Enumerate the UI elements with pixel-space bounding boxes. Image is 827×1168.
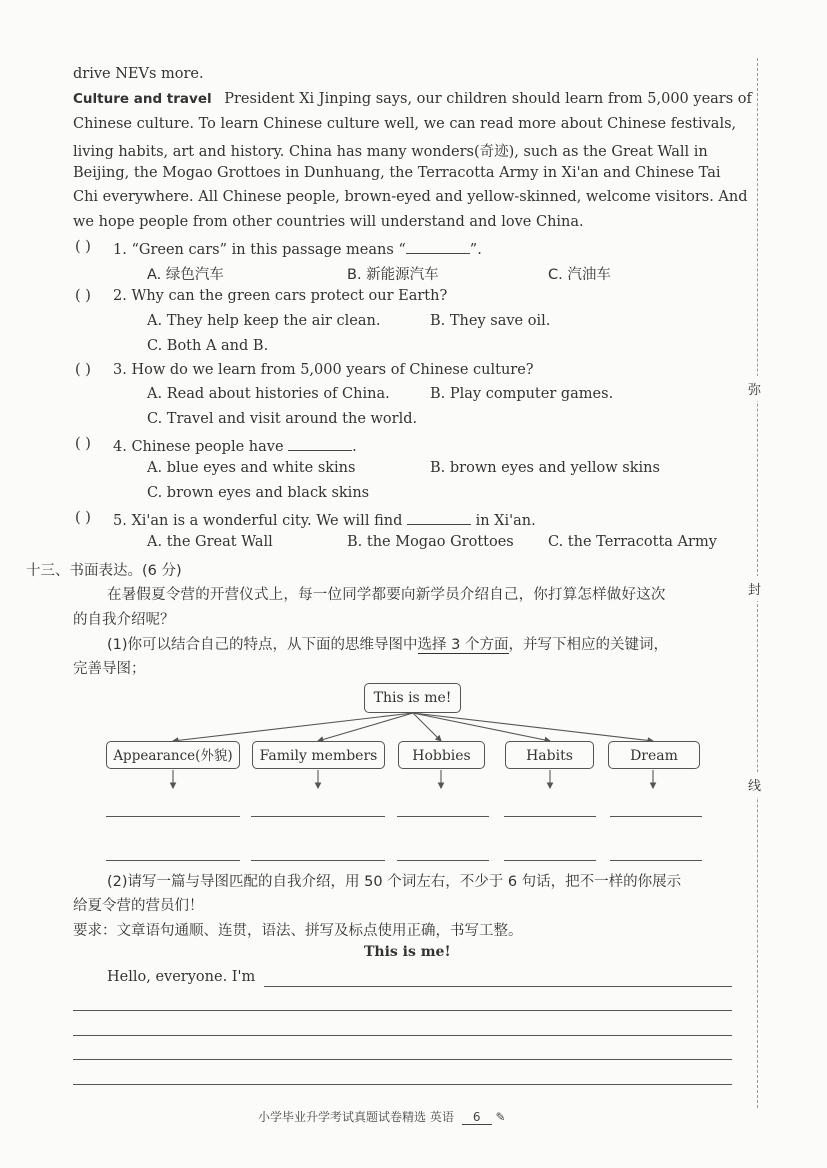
essay-title: This is me! bbox=[364, 944, 451, 960]
keyword-line[interactable] bbox=[504, 860, 596, 861]
question-text: . bbox=[352, 439, 357, 455]
keyword-line[interactable] bbox=[397, 816, 489, 817]
option-b: B. 新能源汽车 bbox=[347, 267, 439, 283]
mindmap-branch-appearance bbox=[106, 741, 240, 769]
option-a: A. Read about histories of China. bbox=[147, 386, 390, 402]
passage-line: Beijing, the Mogao Grottoes in Dunhuang, the Terracotta Army in Xi'an and Chinese Tai bbox=[73, 165, 721, 181]
pencil-icon: ✎ bbox=[495, 1110, 506, 1124]
page-number: 6 bbox=[462, 1110, 492, 1125]
section-intro: 在暑假夏令营的开营仪式上，每一位同学都要向新学员介绍自己，你打算怎样做好这次 bbox=[107, 587, 666, 603]
question-3: 3. How do we learn from 5,000 years of Chinese culture? bbox=[113, 362, 534, 378]
mindmap-branch-dream: Dream bbox=[608, 741, 700, 769]
instruction-text: ，并写下相应的关键词， bbox=[508, 637, 668, 653]
question-text: 1. “Green cars” in this passage means “ bbox=[113, 242, 406, 258]
keyword-line[interactable] bbox=[504, 816, 596, 817]
writing-line[interactable] bbox=[73, 1084, 732, 1085]
instruction-text: (1)你可以结合自己的特点，从下面的思维导图中 bbox=[107, 637, 418, 653]
question-text: 5. Xi'an is a wonderful city. We will find bbox=[113, 513, 407, 529]
mindmap-root: This is me! bbox=[364, 683, 461, 713]
footer-book-title: 小学毕业升学考试真题试卷精选 英语 bbox=[258, 1110, 454, 1124]
question-text: 4. Chinese people have bbox=[113, 439, 289, 455]
binding-mark: 弥 bbox=[748, 376, 761, 401]
answer-paren[interactable]: ( ) bbox=[75, 239, 91, 255]
writing-line[interactable] bbox=[73, 1010, 732, 1011]
answer-paren[interactable]: ( ) bbox=[75, 436, 91, 452]
option-c: C. the Terracotta Army bbox=[548, 534, 717, 550]
answer-paren[interactable]: ( ) bbox=[75, 288, 91, 304]
section-intro: 的自我介绍呢？ bbox=[73, 612, 175, 628]
keyword-line[interactable] bbox=[106, 860, 240, 861]
part2-instruction: (2)请写一篇与导图匹配的自我介绍，用 50 个词左右，不少于 6 句话，把不一样的你展示 bbox=[107, 874, 682, 890]
passage-line: Chinese culture. To learn Chinese culture well, we can read more about Chinese festivals, bbox=[73, 116, 737, 132]
writing-line[interactable] bbox=[264, 986, 732, 987]
part1-instruction: 完善导图； bbox=[73, 661, 146, 677]
keyword-line[interactable] bbox=[106, 816, 240, 817]
option-b: B. Play computer games. bbox=[430, 386, 614, 402]
passage-line: we hope people from other countries will understand and love China. bbox=[73, 214, 584, 230]
option-a: A. the Great Wall bbox=[147, 534, 273, 550]
writing-line[interactable] bbox=[73, 1059, 732, 1060]
instruction-emphasis: 选择 3 个方面 bbox=[417, 637, 509, 653]
keyword-line[interactable] bbox=[610, 816, 702, 817]
option-c: C. Travel and visit around the world. bbox=[147, 411, 418, 427]
mindmap-branch-hobbies: Hobbies bbox=[398, 741, 485, 769]
branch-label: Appearance(外貌) bbox=[113, 748, 233, 764]
mindmap-branch-habits: Habits bbox=[505, 741, 594, 769]
option-b: B. They save oil. bbox=[430, 313, 551, 329]
option-a: A. 绿色汽车 bbox=[147, 267, 224, 283]
passage-line: drive NEVs more. bbox=[73, 66, 204, 82]
section-title: 十三、书面表达。(6 分) bbox=[26, 563, 182, 579]
keyword-line[interactable] bbox=[397, 860, 489, 861]
question-2: 2. Why can the green cars protect our Earth? bbox=[113, 288, 448, 304]
keyword-line[interactable] bbox=[251, 816, 385, 817]
binding-mark: 封 bbox=[748, 576, 761, 601]
option-b: B. the Mogao Grottoes bbox=[347, 534, 514, 550]
binding-mark: 线 bbox=[748, 772, 761, 797]
option-b: B. brown eyes and yellow skins bbox=[430, 460, 660, 476]
option-a: A. blue eyes and white skins bbox=[147, 460, 356, 476]
question-text: in Xi'an. bbox=[470, 513, 536, 529]
passage-heading: Culture and travel bbox=[73, 91, 212, 107]
passage-line: living habits, art and history. China has many wonders(奇迹), such as the Great Wall in bbox=[73, 144, 708, 160]
mindmap-branch-family: Family members bbox=[252, 741, 385, 769]
passage-text: President Xi Jinping says, our children should learn from 5,000 years of bbox=[224, 91, 752, 107]
footer bbox=[258, 1108, 506, 1125]
essay-start: Hello, everyone. I'm bbox=[107, 969, 256, 985]
keyword-line[interactable] bbox=[610, 860, 702, 861]
answer-paren[interactable]: ( ) bbox=[75, 362, 91, 378]
requirement-text: 要求：文章语句通顺、连贯，语法、拼写及标点使用正确，书写工整。 bbox=[73, 923, 523, 939]
part2-instruction: 给夏令营的营员们！ bbox=[73, 898, 204, 914]
keyword-line[interactable] bbox=[251, 860, 385, 861]
option-a: A. They help keep the air clean. bbox=[147, 313, 381, 329]
passage-line: Chi everywhere. All Chinese people, brown-eyed and yellow-skinned, welcome visitors. And bbox=[73, 189, 748, 205]
question-text: ”. bbox=[469, 242, 482, 258]
option-c: C. Both A and B. bbox=[147, 338, 269, 354]
option-c: C. brown eyes and black skins bbox=[147, 485, 370, 501]
writing-line[interactable] bbox=[73, 1035, 732, 1036]
option-c: C. 汽油车 bbox=[548, 267, 611, 283]
answer-paren[interactable]: ( ) bbox=[75, 510, 91, 526]
